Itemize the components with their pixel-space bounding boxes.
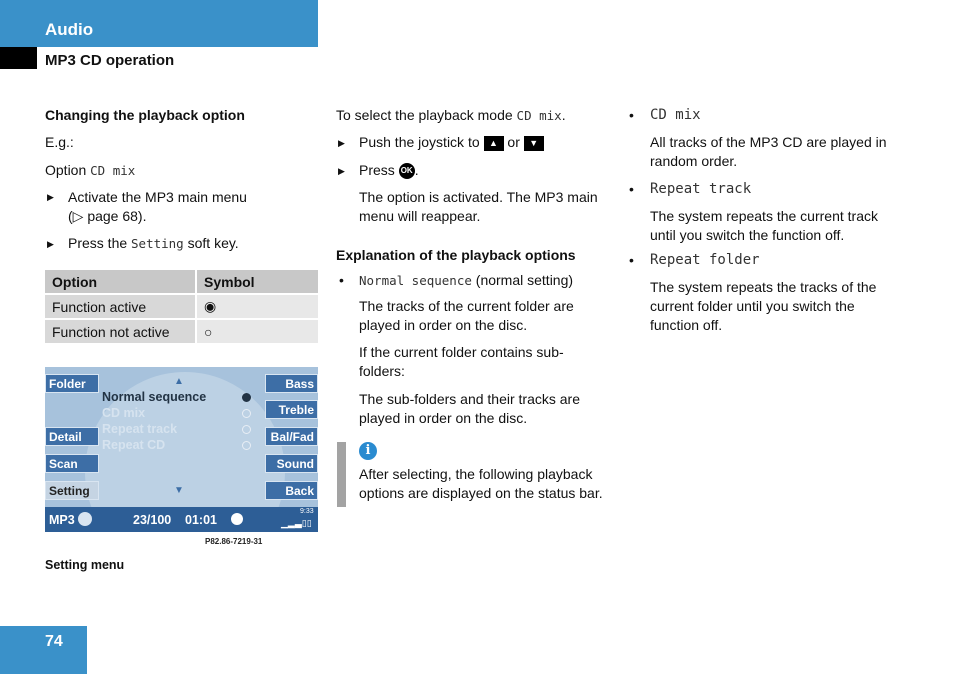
heading-explanation: Explanation of the playback options bbox=[336, 247, 576, 263]
result-line1: The option is activated. The MP3 main bbox=[359, 189, 598, 205]
figure-caption: Setting menu bbox=[45, 558, 125, 572]
step-press-prefix: Press the bbox=[68, 235, 132, 251]
repeat-track-desc-line1: The system repeats the current track bbox=[650, 208, 878, 224]
intro-prefix: To select the playback mode bbox=[336, 107, 517, 123]
signal-strength-icon: ▁▂▃▯▯ bbox=[281, 518, 312, 528]
step-push-joystick bbox=[359, 133, 544, 152]
select-mode-intro bbox=[336, 106, 566, 125]
normal-desc-2 bbox=[359, 343, 564, 381]
result-text bbox=[359, 188, 598, 226]
softkey-bass[interactable]: Bass bbox=[265, 374, 318, 393]
status-track: 23/100 bbox=[133, 513, 172, 527]
disc-icon bbox=[78, 512, 92, 526]
table-row bbox=[45, 320, 318, 343]
step-arrow-icon: ▶ bbox=[338, 166, 345, 176]
info-icon: i bbox=[359, 442, 377, 460]
joystick-prefix: Push the joystick to bbox=[359, 134, 484, 150]
intro-suffix: . bbox=[561, 107, 566, 123]
heading-changing-option: Changing the playback option bbox=[45, 107, 245, 123]
setting-menu-screen bbox=[45, 367, 318, 532]
result-line2: menu will reappear. bbox=[359, 208, 481, 224]
normal-suffix: (normal setting) bbox=[471, 272, 574, 288]
option-symbol-table bbox=[45, 268, 318, 345]
softkey-back[interactable]: Back bbox=[265, 481, 318, 500]
radio-selected-icon bbox=[242, 393, 251, 402]
softkey-detail[interactable]: Detail bbox=[45, 427, 99, 446]
repeat-folder-desc-line3: function off. bbox=[650, 317, 723, 333]
menu-item-repeat-track[interactable]: Repeat track bbox=[102, 422, 178, 436]
table-header-symbol: Symbol bbox=[195, 270, 318, 293]
table-cell-option: Function not active bbox=[45, 320, 195, 343]
page-subtitle: MP3 CD operation bbox=[45, 52, 175, 69]
softkey-folder[interactable]: Folder bbox=[45, 374, 99, 393]
normal-desc-2-line1: If the current folder contains sub- bbox=[359, 344, 564, 360]
status-time: 01:01 bbox=[185, 513, 217, 527]
repeat-track-desc-line2: until you switch the function off. bbox=[650, 227, 845, 243]
repeat-track-label: Repeat track bbox=[650, 181, 752, 197]
step-press-ok bbox=[359, 161, 419, 180]
normal-desc-3 bbox=[359, 390, 580, 428]
info-note-line1: After selecting, the following playback bbox=[359, 466, 593, 482]
softkey-treble[interactable]: Treble bbox=[265, 400, 318, 419]
press-suffix: . bbox=[414, 162, 419, 178]
bullet-icon: • bbox=[629, 107, 634, 123]
disc-inserted-icon bbox=[231, 513, 243, 525]
normal-sequence-label bbox=[359, 271, 573, 290]
figure-code: P82.86-7219-31 bbox=[205, 537, 263, 546]
joystick-down-icon: ▼ bbox=[524, 136, 544, 151]
repeat-folder-desc bbox=[650, 278, 876, 335]
cd-mix-desc-line2: random order. bbox=[650, 153, 738, 169]
cd-mix-desc bbox=[650, 133, 887, 171]
info-side-bar bbox=[337, 442, 346, 507]
joystick-or: or bbox=[503, 134, 524, 150]
normal-desc-1-line2: played in order on the disc. bbox=[359, 317, 528, 333]
softkey-bal-fad[interactable]: Bal/Fad bbox=[265, 427, 318, 446]
scroll-up-icon: ▲ bbox=[174, 376, 184, 387]
table-cell-option: Function active bbox=[45, 295, 195, 318]
normal-desc-1 bbox=[359, 297, 574, 335]
step-activate-line1: Activate the MP3 main menu bbox=[68, 189, 247, 205]
info-note bbox=[359, 465, 603, 503]
normal-code: Normal sequence bbox=[359, 273, 472, 288]
cd-mix-desc-line1: All tracks of the MP3 CD are played in bbox=[650, 134, 887, 150]
normal-desc-1-line1: The tracks of the current folder are bbox=[359, 298, 574, 314]
step-activate-line2: (▷ page 68). bbox=[68, 208, 147, 224]
normal-desc-3-line2: played in order on the disc. bbox=[359, 410, 528, 426]
option-prefix: Option bbox=[45, 162, 91, 178]
radio-empty-icon bbox=[242, 441, 251, 450]
section-tab-marker bbox=[0, 47, 37, 69]
normal-desc-3-line1: The sub-folders and their tracks are bbox=[359, 391, 580, 407]
status-mode: MP3 bbox=[49, 513, 75, 527]
normal-desc-2-line2: folders: bbox=[359, 363, 405, 379]
step-arrow-icon: ▶ bbox=[47, 192, 54, 202]
repeat-folder-desc-line2: current folder until you switch the bbox=[650, 298, 855, 314]
radio-empty-icon bbox=[242, 409, 251, 418]
joystick-up-icon: ▲ bbox=[484, 136, 504, 151]
softkey-sound[interactable]: Sound bbox=[265, 454, 318, 473]
option-code: CD mix bbox=[90, 163, 136, 178]
radio-empty-icon bbox=[242, 425, 251, 434]
radio-on-icon: ◉ bbox=[195, 295, 318, 318]
section-title: Audio bbox=[45, 20, 94, 39]
page-number-bar bbox=[0, 626, 87, 674]
repeat-folder-label: Repeat folder bbox=[650, 252, 760, 268]
table-header-row bbox=[45, 270, 318, 293]
bullet-icon: • bbox=[629, 252, 634, 268]
scroll-down-icon: ▼ bbox=[174, 485, 184, 496]
softkey-setting[interactable]: Setting bbox=[45, 481, 99, 500]
setting-code: Setting bbox=[131, 236, 184, 251]
ok-button-icon: OK bbox=[399, 163, 415, 179]
table-row bbox=[45, 295, 318, 318]
table-header-option: Option bbox=[45, 270, 195, 293]
bullet-icon: • bbox=[629, 181, 634, 197]
step-press-setting bbox=[68, 234, 239, 253]
step-arrow-icon: ▶ bbox=[47, 239, 54, 249]
menu-item-cd-mix[interactable]: CD mix bbox=[102, 406, 146, 420]
softkey-scan[interactable]: Scan bbox=[45, 454, 99, 473]
step-press-suffix: soft key. bbox=[183, 235, 239, 251]
page-number: 74 bbox=[45, 633, 63, 650]
cd-mix-label: CD mix bbox=[650, 107, 701, 123]
repeat-folder-desc-line1: The system repeats the tracks of the bbox=[650, 279, 877, 295]
info-note-line2: options are displayed on the status bar. bbox=[359, 485, 603, 501]
repeat-track-desc bbox=[650, 207, 878, 245]
screen-status-bar bbox=[45, 507, 318, 532]
step-activate-menu bbox=[68, 188, 247, 226]
intro-code: CD mix bbox=[516, 108, 562, 123]
menu-item-normal-sequence[interactable]: Normal sequence bbox=[102, 390, 207, 404]
press-prefix: Press bbox=[359, 162, 399, 178]
eg-label: E.g.: bbox=[45, 134, 74, 150]
step-arrow-icon: ▶ bbox=[338, 138, 345, 148]
radio-off-icon: ○ bbox=[195, 320, 318, 343]
bullet-icon: • bbox=[339, 272, 344, 288]
status-clock: 9:33 bbox=[300, 508, 314, 515]
menu-item-repeat-cd[interactable]: Repeat CD bbox=[102, 438, 166, 452]
option-line bbox=[45, 161, 135, 180]
